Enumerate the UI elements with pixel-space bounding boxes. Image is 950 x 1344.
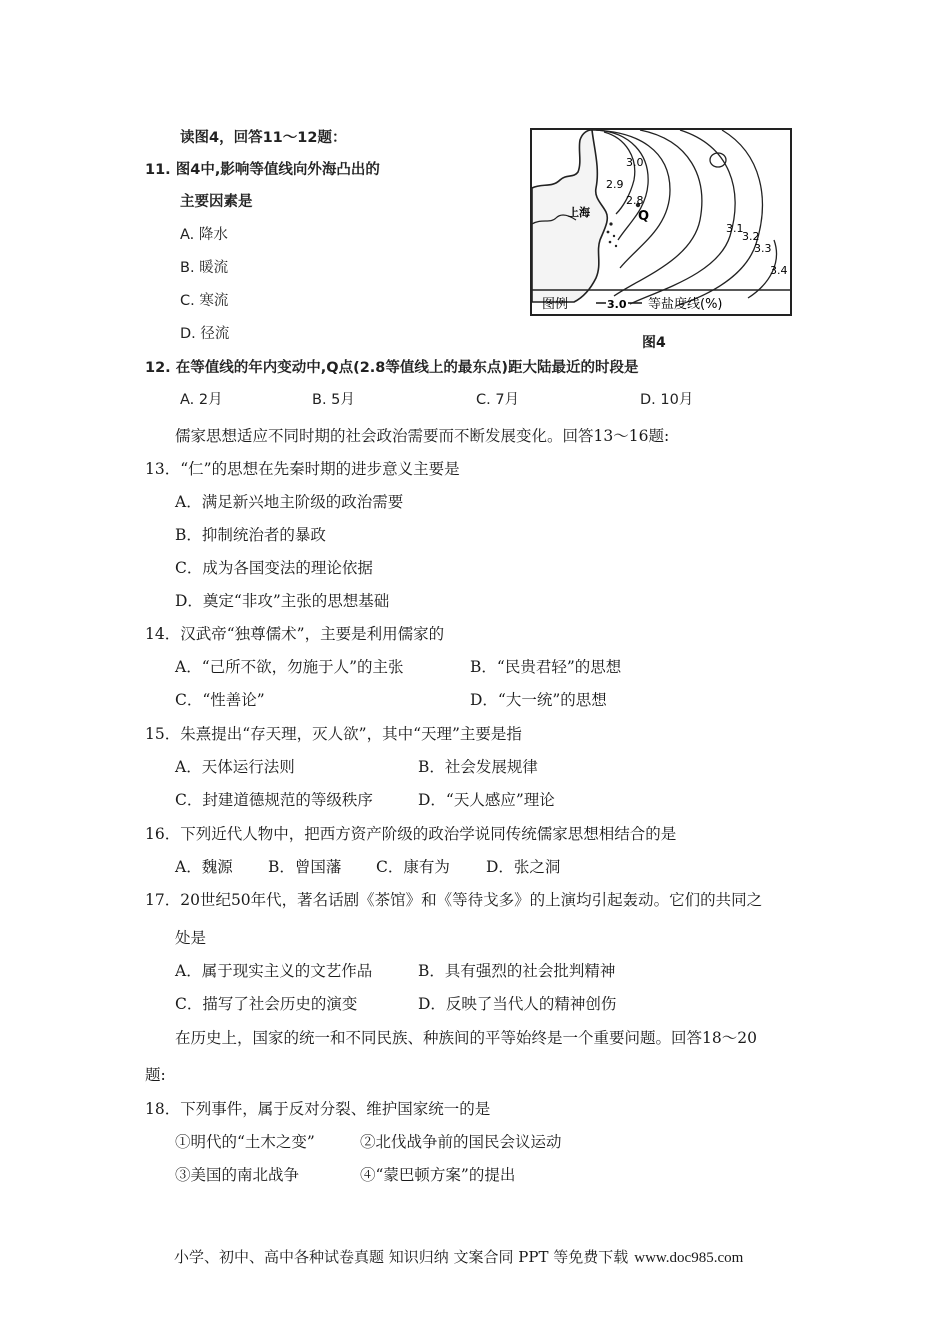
footer-text: 小学、初中、高中各种试卷真题 知识归纳 文案合同 PPT 等免费下载: [174, 1248, 629, 1266]
q13-option-b: B．抑制统治者的暴政: [175, 526, 326, 544]
q12-stem: 12. 在等值线的年内变动中,Q点(2.8等值线上的最东点)距大陆最近的时段是: [145, 360, 639, 376]
q17-stem-line2: 处是: [175, 929, 207, 947]
shanghai-label: 上海: [568, 206, 590, 219]
q18-item-2: ②北伐战争前的国民会议运动: [360, 1133, 562, 1151]
q18-item-4: ④“蒙巴顿方案”的提出: [360, 1166, 516, 1184]
q11-stem-line2: 主要因素是: [180, 194, 253, 210]
q11-option-d: D. 径流: [180, 326, 230, 342]
q17-option-a: A．属于现实主义的文艺作品: [175, 962, 373, 980]
q14-option-c: C．“性善论”: [175, 691, 265, 709]
confucian-intro: 儒家思想适应不同时期的社会政治需要而不断发展变化。回答13～16题:: [175, 427, 670, 445]
q12-option-d: D. 10月: [640, 392, 694, 408]
q12-option-b: B. 5月: [312, 392, 355, 408]
q14-stem: 14．汉武帝“独尊儒术”，主要是利用儒家的: [145, 625, 445, 643]
q17-option-c: C．描写了社会历史的演变: [175, 995, 358, 1013]
isoline-label-2-9: 2.9: [606, 178, 624, 191]
q13-option-d: D．奠定“非攻”主张的思想基础: [175, 592, 390, 610]
isoline-label-3-1: 3.1: [726, 222, 744, 235]
q16-option-d: D．张之洞: [486, 858, 561, 876]
q18-item-3: ③美国的南北战争: [175, 1166, 300, 1184]
q15-stem: 15．朱熹提出“存天理，灭人欲”，其中“天理”主要是指: [145, 725, 522, 743]
q15-option-a: A．天体运行法则: [175, 758, 295, 776]
island-dot: [609, 222, 612, 225]
footer-url[interactable]: www.doc985.com: [634, 1250, 744, 1266]
q13-stem: 13．“仁”的思想在先秦时期的进步意义主要是: [145, 460, 460, 478]
q13-option-a: A．满足新兴地主阶级的政治需要: [175, 493, 404, 511]
q11-option-c: C. 寒流: [180, 293, 229, 309]
q16-option-c: C．康有为: [376, 858, 450, 876]
unity-intro-line1: 在历史上，国家的统一和不同民族、种族间的平等始终是一个重要问题。回答18～20: [175, 1029, 757, 1047]
q12-option-c: C. 7月: [476, 392, 520, 408]
isoline-label-3-4: 3.4: [770, 264, 788, 277]
q12-option-a: A. 2月: [180, 392, 223, 408]
q13-option-c: C．成为各国变法的理论依据: [175, 559, 373, 577]
q14-option-a: A．“己所不欲，勿施于人”的主张: [175, 658, 404, 676]
island-dot: [609, 241, 612, 244]
q16-stem: 16．下列近代人物中，把西方资产阶级的政治学说同传统儒家思想相结合的是: [145, 825, 677, 843]
q18-item-1: ①明代的“土木之变”: [175, 1133, 315, 1151]
q15-option-b: B．社会发展规律: [418, 758, 538, 776]
q11-option-b: B. 暖流: [180, 260, 229, 276]
isoline-label-3-3: 3.3: [754, 242, 772, 255]
footer: [174, 1246, 743, 1267]
salinity-map-figure: [530, 128, 792, 316]
legend-sample-value: 3.0: [607, 298, 627, 311]
legend-text: 等盐度线(%): [648, 297, 723, 312]
q15-option-c: C．封建道德规范的等级秩序: [175, 791, 373, 809]
isoline-label-3-0: 3.0: [626, 156, 644, 169]
q15-option-d: D．“天人感应”理论: [418, 791, 555, 809]
q11-stem-line1: 11. 图4中,影响等值线向外海凸出的: [145, 162, 380, 178]
q11-option-a: A. 降水: [180, 227, 228, 243]
island-dot: [607, 231, 610, 234]
q17-stem-line1: 17．20世纪50年代，著名话剧《茶馆》和《等待戈多》的上演均引起轰动。它们的共同之: [145, 891, 763, 909]
q16-option-a: A．魏源: [175, 858, 233, 876]
island-dot: [615, 245, 617, 247]
isoline-label-2-8: 2.8: [626, 194, 644, 207]
legend-prefix: 图例: [542, 297, 569, 312]
isoline-label-3-2: 3.2: [742, 230, 760, 243]
map-block-intro: 读图4，回答11～12题：: [180, 130, 347, 146]
q17-option-d: D．反映了当代人的精神创伤: [418, 995, 617, 1013]
q-point-label: Q: [638, 209, 650, 224]
q14-option-b: B．“民贵君轻”的思想: [470, 658, 622, 676]
q16-option-b: B．曾国藩: [268, 858, 342, 876]
q18-stem: 18．下列事件，属于反对分裂、维护国家统一的是: [145, 1100, 491, 1118]
island-dot: [613, 235, 615, 237]
figure-caption: 图4: [642, 335, 666, 351]
q17-option-b: B．具有强烈的社会批判精神: [418, 962, 616, 980]
unity-intro-line2: 题:: [145, 1066, 166, 1084]
q14-option-d: D．“大一统”的思想: [470, 691, 607, 709]
